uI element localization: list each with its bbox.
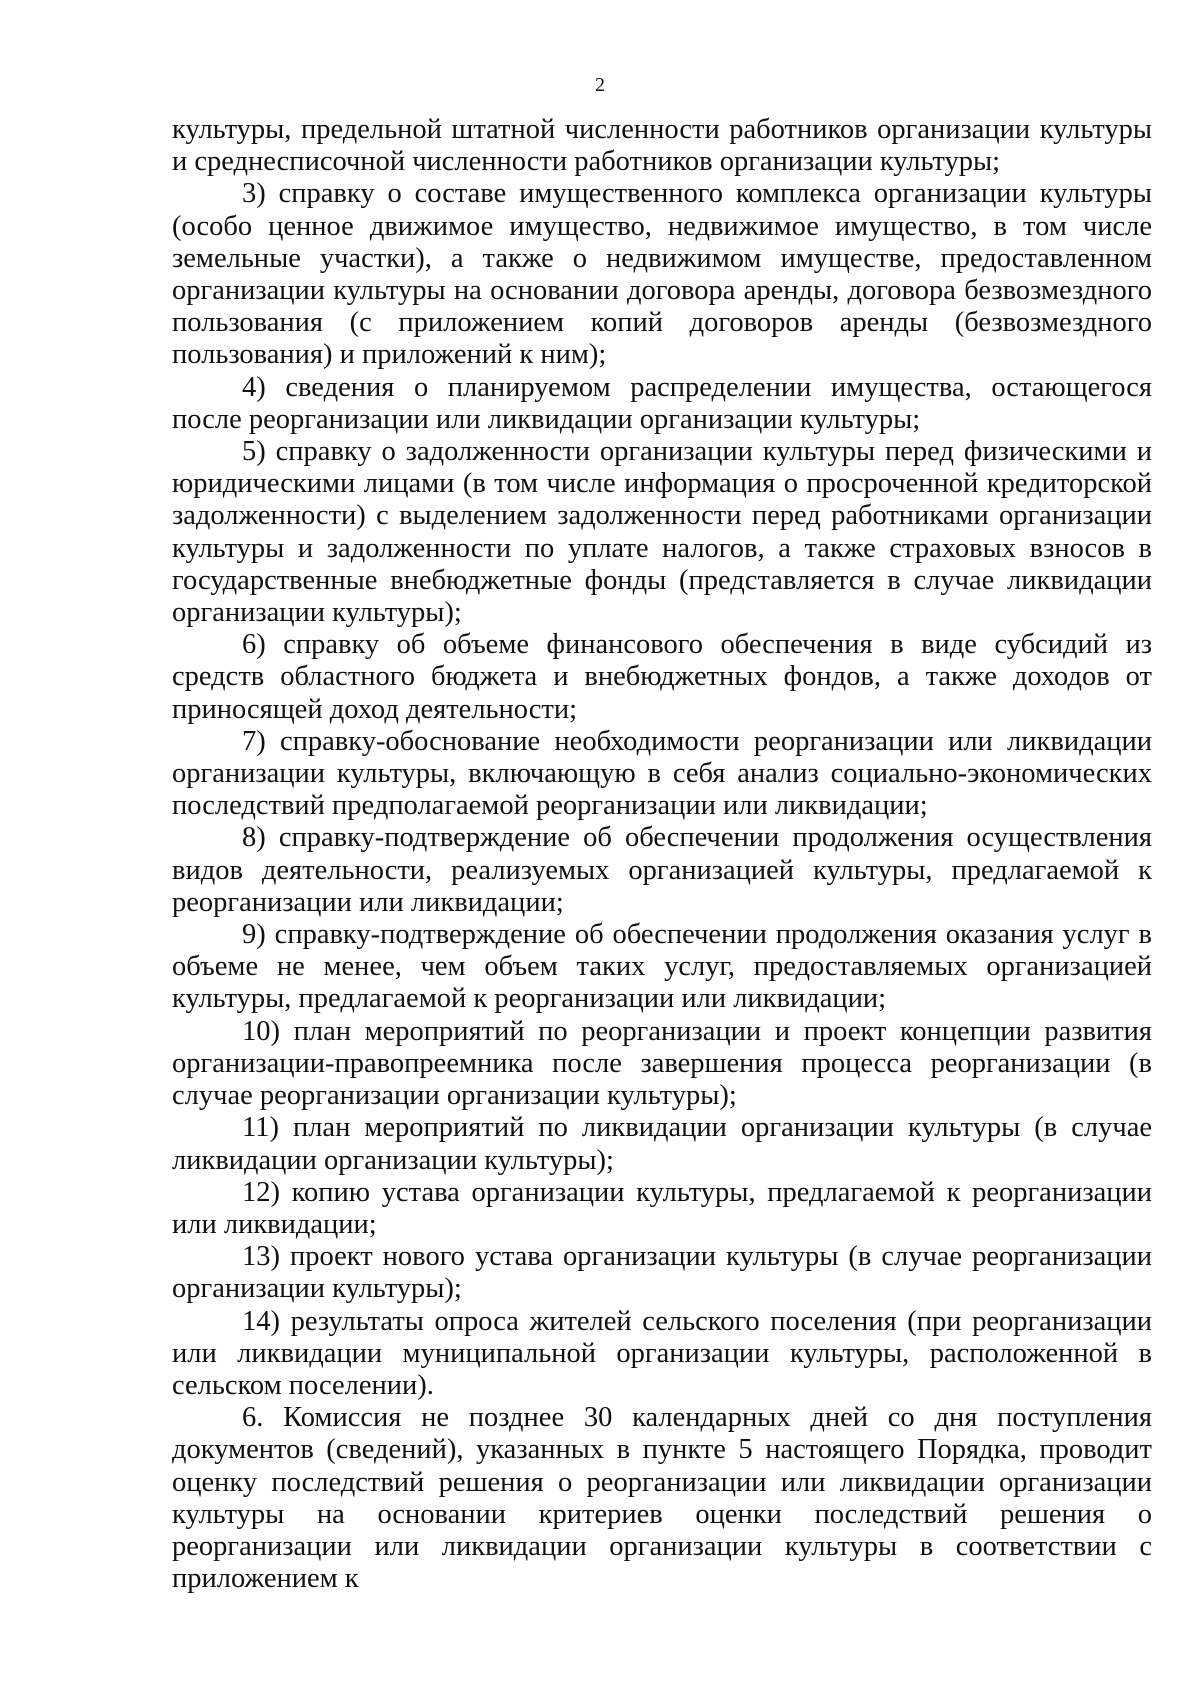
list-item-14: 14) результаты опроса жителей сельского поселения (при реорганизации или ликвидации муниципальной организации культуры, расположенной в сельском поселении).: [172, 1305, 1152, 1401]
list-item-13: 13) проект нового устава организации культуры (в случае реорганизации организации культуры);: [172, 1241, 1152, 1305]
page-number: 2: [595, 74, 605, 96]
paragraph-continuation: культуры, предельной штатной численности работников организации культуры и среднесписочной численности работников организации культуры;: [172, 114, 1152, 178]
list-item-4: 4) сведения о планируемом распределении имущества, остающегося после реорганизации или ликвидации организации культуры;: [172, 371, 1152, 435]
list-item-12: 12) копию устава организации культуры, предлагаемой к реорганизации или ликвидации;: [172, 1176, 1152, 1240]
list-item-9: 9) справку-подтверждение об обеспечении продолжения оказания услуг в объеме не менее, чем объем таких услуг, предоставляемых организацией культуры, предлагаемой к реорганизации или ликвидации;: [172, 919, 1152, 1015]
list-item-6: 6) справку об объеме финансового обеспечения в виде субсидий из средств областного бюджета и внебюджетных фондов, а также доходов от приносящей доход деятельности;: [172, 629, 1152, 725]
list-item-7: 7) справку-обоснование необходимости реорганизации или ликвидации организации культуры, включающую в себя анализ социально-экономических последствий предполагаемой реорганизации или ликвидации;: [172, 725, 1152, 822]
list-item-11: 11) план мероприятий по ликвидации организации культуры (в случае ликвидации организации культуры);: [172, 1112, 1152, 1176]
list-item-3: 3) справку о составе имущественного комплекса организации культуры (особо ценное движимое имущество, недвижимое имущество, в том числе земельные участки), а также о недвижимом имуществе, предоставленном организации культуры на основании договора аренды, договора безвозмездного пользования (с приложением копий договоров аренды (безвозмездного пользования) и приложений к ним);: [172, 178, 1152, 371]
section-6-paragraph: 6. Комиссия не позднее 30 календарных дней со дня поступления документов (сведений), указанных в пункте 5 настоящего Порядка, проводит оценку последствий решения о реорганизации или ликвидации организации культуры на основании критериев оценки последствий решения о реорганизации или ликвидации организации культуры в соответствии с приложением к: [172, 1402, 1152, 1595]
list-item-10: 10) план мероприятий по реорганизации и проект концепции развития организации-правопреемника после завершения процесса реорганизации (в случае реорганизации организации культуры);: [172, 1015, 1152, 1112]
list-item-8: 8) справку-подтверждение об обеспечении продолжения осуществления видов деятельности, реализуемых организацией культуры, предлагаемой к реорганизации или ликвидации;: [172, 822, 1152, 918]
list-item-5: 5) справку о задолженности организации культуры перед физическими и юридическими лицами (в том числе информация о просроченной кредиторской задолженности) с выделением задолженности перед работниками организации культуры и задолженности по уплате налогов, а также страховых взносов в государственные внебюджетные фонды (представляется в случае ликвидации организации культуры);: [172, 436, 1152, 629]
document-body: [172, 114, 1152, 1595]
